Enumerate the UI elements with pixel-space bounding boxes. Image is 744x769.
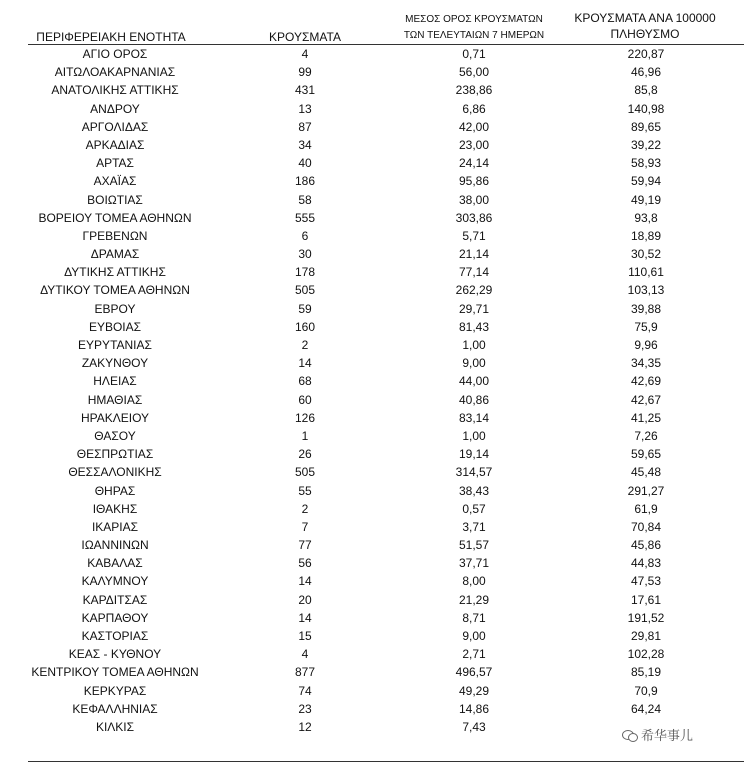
cell-per100k: 191,52 xyxy=(627,610,665,625)
cell-cases: 30 xyxy=(298,247,312,262)
header-region: ΠΕΡΙΦΕΡΕΙΑΚΗ ΕΝΟΤΗΤΑ xyxy=(36,30,186,44)
cell-region: ΚΑΣΤΟΡΙΑΣ xyxy=(81,629,149,643)
cell-cases: 14 xyxy=(298,574,312,589)
cell-region: ΗΡΑΚΛΕΙΟΥ xyxy=(80,410,150,425)
cell-avg7: 303,86 xyxy=(455,210,493,225)
cell-cases: 1 xyxy=(301,428,309,443)
cell-region: ΚΙΛΚΙΣ xyxy=(95,719,135,734)
cell-avg7: 1,00 xyxy=(462,338,486,352)
cell-per100k: 45,86 xyxy=(630,538,662,553)
cell-region: ΚΑΒΑΛΑΣ xyxy=(87,556,143,571)
cell-cases: 178 xyxy=(294,265,316,280)
cell-per100k: 220,87 xyxy=(627,47,665,61)
cell-cases: 99 xyxy=(298,65,312,80)
table-row xyxy=(0,554,744,572)
cell-region: ΑΧΑΪΑΣ xyxy=(93,174,137,189)
cell-avg7: 95,86 xyxy=(458,174,490,189)
cell-cases: 7 xyxy=(301,519,309,534)
cell-per100k: 45,48 xyxy=(630,465,662,480)
watermark xyxy=(622,725,693,744)
cell-per100k: 75,9 xyxy=(634,319,658,334)
cell-per100k: 64,24 xyxy=(630,701,662,716)
table-row xyxy=(0,318,744,336)
cell-cases: 34 xyxy=(298,137,312,152)
cell-region: ΗΜΑΘΙΑΣ xyxy=(87,392,143,407)
cell-region: ΓΡΕΒΕΝΩΝ xyxy=(82,228,148,243)
cell-avg7: 5,71 xyxy=(462,228,486,243)
cell-per100k: 85,8 xyxy=(634,83,658,98)
cell-region: ΑΙΤΩΛΟΑΚΑΡΝΑΝΙΑΣ xyxy=(54,65,176,80)
cell-avg7: 9,00 xyxy=(462,356,486,371)
cell-avg7: 44,00 xyxy=(458,374,490,389)
cell-per100k: 59,94 xyxy=(630,174,662,189)
cell-per100k: 61,9 xyxy=(634,501,658,516)
header-per100k xyxy=(560,10,730,42)
cell-region: ΕΒΡΟΥ xyxy=(94,301,136,316)
cell-cases: 160 xyxy=(294,319,316,334)
cell-cases: 56 xyxy=(298,556,312,571)
table-row xyxy=(0,518,744,536)
cell-avg7: 37,71 xyxy=(458,556,490,571)
cell-avg7: 42,00 xyxy=(458,119,490,134)
table-row xyxy=(0,663,744,681)
cell-region: ΑΡΤΑΣ xyxy=(96,156,134,171)
cell-avg7: 40,86 xyxy=(458,392,490,407)
table-row xyxy=(0,700,744,718)
cell-cases: 60 xyxy=(298,392,312,407)
table-row xyxy=(0,536,744,554)
table-row xyxy=(0,500,744,518)
cell-cases: 55 xyxy=(298,483,312,498)
cell-cases: 58 xyxy=(298,192,312,207)
cell-per100k: 110,61 xyxy=(628,265,664,280)
cell-cases: 23 xyxy=(298,701,312,716)
table-row xyxy=(0,354,744,372)
table-row xyxy=(0,154,744,172)
cell-avg7: 38,43 xyxy=(458,483,490,498)
cell-region: ΚΕΑΣ - ΚΥΘΝΟΥ xyxy=(68,647,162,662)
cell-per100k: 34,35 xyxy=(630,356,662,371)
cell-region: ΘΕΣΣΑΛΟΝΙΚΗΣ xyxy=(68,465,162,480)
cell-cases: 126 xyxy=(294,410,316,425)
cell-avg7: 56,00 xyxy=(458,65,490,80)
cell-per100k: 102,28 xyxy=(627,647,665,662)
header-per100k-line2: ΠΛΗΘΥΣΜΟ xyxy=(610,27,680,41)
cell-avg7: 2,71 xyxy=(462,647,486,662)
table-row xyxy=(0,445,744,463)
cell-region: ΕΥΒΟΙΑΣ xyxy=(88,319,142,334)
table-row xyxy=(0,209,744,227)
cell-avg7: 8,00 xyxy=(462,574,486,589)
cell-avg7: 77,14 xyxy=(458,265,490,280)
cell-avg7: 19,14 xyxy=(458,447,490,462)
table-row xyxy=(0,281,744,299)
cell-cases: 431 xyxy=(294,83,316,98)
cell-avg7: 23,00 xyxy=(458,137,490,152)
cell-per100k: 42,69 xyxy=(630,374,662,389)
cell-avg7: 314,57 xyxy=(455,465,493,480)
cell-cases: 59 xyxy=(298,301,312,316)
cell-cases: 4 xyxy=(301,47,309,61)
cell-per100k: 39,22 xyxy=(630,137,662,152)
cell-region: ΘΕΣΠΡΩΤΙΑΣ xyxy=(76,447,154,462)
cell-region: ΗΛΕΙΑΣ xyxy=(93,374,137,389)
cell-cases: 20 xyxy=(298,592,312,607)
cell-per100k: 17,61 xyxy=(630,592,662,607)
cell-cases: 186 xyxy=(294,174,316,189)
cell-cases: 6 xyxy=(301,228,309,243)
cell-cases: 13 xyxy=(298,101,312,116)
data-table xyxy=(0,45,744,736)
table-row xyxy=(0,245,744,263)
wechat-icon xyxy=(622,728,638,741)
table-row xyxy=(0,191,744,209)
table-row xyxy=(0,227,744,245)
table-row xyxy=(0,136,744,154)
cell-avg7: 24,14 xyxy=(458,156,490,171)
cell-cases: 14 xyxy=(298,610,312,625)
cell-per100k: 70,84 xyxy=(630,519,662,534)
cell-cases: 74 xyxy=(298,683,312,698)
cell-avg7: 238,86 xyxy=(455,83,493,98)
cell-cases: 2 xyxy=(301,501,309,516)
header-avg7 xyxy=(388,12,560,44)
table-row xyxy=(0,427,744,445)
cell-per100k: 291,27 xyxy=(627,483,665,498)
cell-avg7: 83,14 xyxy=(458,410,490,425)
cell-per100k: 49,19 xyxy=(630,192,662,207)
cell-per100k: 59,65 xyxy=(630,447,662,462)
table-row xyxy=(0,45,744,63)
cell-avg7: 38,00 xyxy=(458,192,490,207)
cell-avg7: 7,43 xyxy=(462,719,486,734)
cell-region: ΚΕΦΑΛΛΗΝΙΑΣ xyxy=(72,701,158,716)
cell-region: ΑΝΑΤΟΛΙΚΗΣ ΑΤΤΙΚΗΣ xyxy=(51,83,179,98)
cell-region: ΚΕΝΤΡΙΚΟΥ ΤΟΜΕΑ ΑΘΗΝΩΝ xyxy=(31,665,199,680)
cell-cases: 505 xyxy=(294,283,316,298)
header-cases: ΚΡΟΥΣΜΑΤΑ xyxy=(269,30,341,44)
table-row xyxy=(0,409,744,427)
table-row xyxy=(0,591,744,609)
cell-per100k: 41,25 xyxy=(630,410,662,425)
cell-region: ΒΟΙΩΤΙΑΣ xyxy=(87,192,143,207)
cell-cases: 4 xyxy=(301,647,309,662)
cell-per100k: 103,13 xyxy=(627,283,665,298)
table-row xyxy=(0,100,744,118)
cell-cases: 26 xyxy=(298,447,312,462)
cell-cases: 68 xyxy=(298,374,312,389)
header-avg7-line2: ΤΩΝ ΤΕΛΕΥΤΑΙΩΝ 7 ΗΜΕΡΩΝ xyxy=(403,30,545,41)
cell-per100k: 29,81 xyxy=(630,629,662,643)
cell-per100k: 89,65 xyxy=(630,119,662,134)
cell-region: ΑΝΔΡΟΥ xyxy=(90,101,140,116)
cell-avg7: 51,57 xyxy=(458,538,490,553)
cell-region: ΔΡΑΜΑΣ xyxy=(90,247,140,262)
cell-region: ΘΑΣΟΥ xyxy=(94,428,136,443)
cell-per100k: 47,53 xyxy=(630,574,662,589)
cell-per100k: 7,26 xyxy=(634,428,658,443)
cell-cases: 15 xyxy=(298,629,312,643)
watermark-text: 希华事儿 xyxy=(641,728,694,743)
cell-avg7: 21,29 xyxy=(458,592,490,607)
cell-cases: 14 xyxy=(298,356,312,371)
table-row xyxy=(0,609,744,627)
cell-avg7: 21,14 xyxy=(458,247,490,262)
cell-per100k: 93,8 xyxy=(634,210,658,225)
cell-cases: 505 xyxy=(294,465,316,480)
table-row xyxy=(0,645,744,663)
table-row xyxy=(0,118,744,136)
cell-region: ΘΗΡΑΣ xyxy=(94,483,136,498)
cell-avg7: 262,29 xyxy=(455,283,493,298)
table-row xyxy=(0,463,744,481)
cell-cases: 12 xyxy=(298,719,312,734)
table-row xyxy=(0,391,744,409)
cell-per100k: 44,83 xyxy=(630,556,662,571)
cell-region: ΚΕΡΚΥΡΑΣ xyxy=(83,683,147,698)
cell-region: ΔΥΤΙΚΗΣ ΑΤΤΙΚΗΣ xyxy=(64,265,166,280)
cell-per100k: 39,88 xyxy=(630,301,662,316)
cell-cases: 40 xyxy=(298,156,312,171)
cell-region: ΚΑΡΔΙΤΣΑΣ xyxy=(82,592,148,607)
cell-avg7: 0,57 xyxy=(462,501,486,516)
table-row xyxy=(0,172,744,190)
cell-avg7: 29,71 xyxy=(458,301,490,316)
cell-per100k: 85,19 xyxy=(630,665,662,680)
cell-per100k: 140,98 xyxy=(627,101,665,116)
cell-region: ΙΚΑΡΙΑΣ xyxy=(91,519,139,534)
cell-region: ΑΓΙΟ ΟΡΟΣ xyxy=(82,47,148,61)
cell-region: ΒΟΡΕΙΟΥ ΤΟΜΕΑ ΑΘΗΝΩΝ xyxy=(38,210,192,225)
header-avg7-line1: ΜΕΣΟΣ ΟΡΟΣ ΚΡΟΥΣΜΑΤΩΝ xyxy=(405,14,543,25)
table-row xyxy=(0,372,744,390)
table-row xyxy=(0,682,744,700)
table-row xyxy=(0,482,744,500)
cell-region: ΚΑΛΥΜΝΟΥ xyxy=(81,574,149,589)
header-per100k-line1: ΚΡΟΥΣΜΑΤΑ ΑΝΑ 100000 xyxy=(574,11,716,25)
cell-region: ΑΡΓΟΛΙΔΑΣ xyxy=(81,119,149,134)
cell-region: ΙΩΑΝΝΙΝΩΝ xyxy=(81,538,149,553)
cell-avg7: 9,00 xyxy=(462,629,486,643)
table-row xyxy=(0,63,744,81)
table-row xyxy=(0,336,744,354)
cell-avg7: 49,29 xyxy=(458,683,490,698)
cell-avg7: 1,00 xyxy=(462,428,486,443)
cell-per100k: 9,96 xyxy=(634,338,658,352)
cell-avg7: 14,86 xyxy=(458,701,490,716)
table-row xyxy=(0,572,744,590)
cell-per100k: 70,9 xyxy=(634,683,658,698)
cell-cases: 87 xyxy=(298,119,312,134)
cell-avg7: 81,43 xyxy=(458,319,490,334)
cell-region: ΕΥΡΥΤΑΝΙΑΣ xyxy=(78,338,152,352)
cell-avg7: 6,86 xyxy=(462,101,486,116)
cell-per100k: 58,93 xyxy=(630,156,662,171)
cell-avg7: 3,71 xyxy=(462,519,486,534)
table-row xyxy=(0,627,744,645)
cell-region: ΑΡΚΑΔΙΑΣ xyxy=(85,137,145,152)
table-row xyxy=(0,300,744,318)
cell-region: ΔΥΤΙΚΟΥ ΤΟΜΕΑ ΑΘΗΝΩΝ xyxy=(40,283,190,298)
cell-per100k: 18,89 xyxy=(630,228,662,243)
cell-avg7: 0,71 xyxy=(462,47,486,61)
table-row xyxy=(0,81,744,99)
cell-avg7: 496,57 xyxy=(455,665,493,680)
cell-region: ΚΑΡΠΑΘΟΥ xyxy=(81,610,149,625)
cell-region: ΖΑΚΥΝΘΟΥ xyxy=(81,356,149,371)
cell-cases: 555 xyxy=(294,210,316,225)
cell-cases: 77 xyxy=(298,538,312,553)
cell-cases: 877 xyxy=(294,665,316,680)
cell-region: ΙΘΑΚΗΣ xyxy=(92,501,138,516)
cell-avg7: 8,71 xyxy=(462,610,486,625)
table-row xyxy=(0,263,744,281)
cell-per100k: 42,67 xyxy=(630,392,662,407)
bottom-divider xyxy=(28,761,744,762)
cell-per100k: 30,52 xyxy=(630,247,662,262)
cell-per100k: 46,96 xyxy=(630,65,662,80)
cell-cases: 2 xyxy=(301,338,309,352)
